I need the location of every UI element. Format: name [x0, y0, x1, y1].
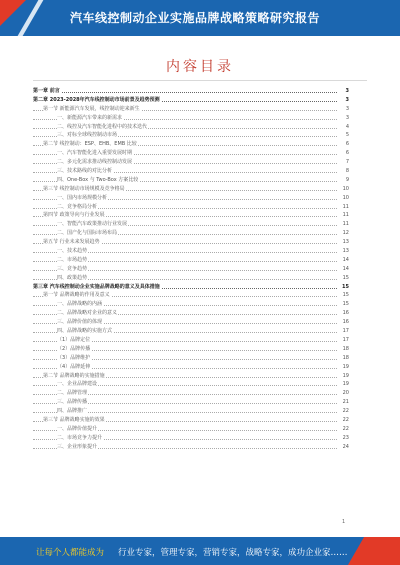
- toc-entry-page: 8: [337, 167, 349, 176]
- toc-entry-page: 11: [337, 211, 349, 220]
- toc-entry[interactable]: [33, 176, 349, 185]
- page-header: [0, 0, 400, 36]
- toc-entry-title: 一、企业品牌建设: [57, 381, 98, 388]
- toc-entry[interactable]: [33, 336, 349, 345]
- footer-slogan: 让每个人都能成为: [36, 548, 105, 558]
- toc-entry-page: 24: [337, 443, 349, 452]
- toc-entry-page: 9: [337, 176, 349, 185]
- toc-entry-title: 第一节 品牌战略的作用及意义: [43, 292, 110, 299]
- toc-entry-page: 19: [337, 372, 349, 381]
- toc-entry-page: 17: [337, 336, 349, 345]
- toc-entry[interactable]: [33, 300, 349, 309]
- toc-entry-page: 22: [337, 416, 349, 425]
- toc-entry-page: 12: [337, 229, 349, 238]
- toc-entry[interactable]: [33, 185, 349, 194]
- toc-entry[interactable]: [33, 114, 349, 123]
- toc-entry-page: 6: [337, 140, 349, 149]
- toc-entry[interactable]: [33, 220, 349, 229]
- toc-entry[interactable]: [33, 443, 349, 452]
- toc-entry[interactable]: [33, 398, 349, 407]
- toc-entry[interactable]: [33, 327, 349, 336]
- toc-entry[interactable]: [33, 87, 349, 96]
- toc-entry-title: 二、线控及汽车智能化进程中的技术迭代: [57, 123, 148, 130]
- toc-entry-page: 10: [337, 185, 349, 194]
- toc-entry-title: 二、多元化需求推动线控制动发展: [57, 159, 133, 166]
- toc-entry-page: 6: [337, 149, 349, 158]
- toc-entry[interactable]: [33, 149, 349, 158]
- toc-entry-page: 14: [337, 256, 349, 265]
- toc-entry-title: 第三节 品牌战略实施的效果: [43, 416, 105, 423]
- report-title: 汽车线控制动企业实施品牌战略策略研究报告: [70, 11, 321, 25]
- toc-entry-page: 23: [337, 434, 349, 443]
- toc-entry[interactable]: [33, 380, 349, 389]
- toc-entry[interactable]: [33, 247, 349, 256]
- toc-entry-title: （1）品牌定位: [57, 336, 91, 343]
- toc-entry[interactable]: [33, 354, 349, 363]
- toc-entry-title: （3）品牌维护: [57, 354, 91, 361]
- toc-entry-page: 18: [337, 354, 349, 363]
- toc-entry-title: 二、竞争格局分析: [57, 203, 98, 210]
- toc-entry-title: 第一章 前言: [33, 88, 60, 94]
- toc-entry[interactable]: [33, 123, 349, 132]
- toc-heading: 内容目录: [166, 59, 234, 75]
- toc-entry[interactable]: [33, 211, 349, 220]
- toc-entry-title: 第四节 政策导向与行业发展: [43, 212, 105, 219]
- toc-entry-title: 第三节 线控制动市场规模及竞争格局: [43, 185, 125, 192]
- toc-entry[interactable]: [33, 363, 349, 372]
- toc-entry-title: 一、技术趋势: [57, 248, 88, 255]
- toc-entry-page: 13: [337, 238, 349, 247]
- toc-entry-title: 三、企业形象提升: [57, 443, 98, 450]
- toc-entry-page: 7: [337, 158, 349, 167]
- toc-entry-title: 四、品牌推广: [57, 408, 88, 415]
- toc-entry-page: 16: [337, 309, 349, 318]
- toc-entry-page: 4: [337, 123, 349, 132]
- toc-entry-page: 17: [337, 327, 349, 336]
- toc-entry-title: 第一节 新能源汽车发展，线控制动迎来新生: [43, 105, 140, 112]
- toc-entry-page: 22: [337, 407, 349, 416]
- toc-entry-title: 三、技术路线的对比分析: [57, 168, 113, 175]
- toc-entry[interactable]: [33, 194, 349, 203]
- toc-entry-title: 三、品牌价值的体现: [57, 319, 103, 326]
- toc-entry[interactable]: [33, 372, 349, 381]
- toc-entry[interactable]: [33, 105, 349, 114]
- toc-entry-title: 四、One-Box 与 Two-Box 方案比较: [57, 176, 139, 183]
- toc-entry-title: 二、品牌管理: [57, 390, 88, 397]
- toc-entry[interactable]: [33, 203, 349, 212]
- toc-entry-page: 19: [337, 380, 349, 389]
- toc-entry-page: 15: [337, 300, 349, 309]
- toc-entry-page: 10: [337, 194, 349, 203]
- toc-entry-title: 三、竞争趋势: [57, 265, 88, 272]
- toc-entry-page: 11: [337, 203, 349, 212]
- header-red-corner: [0, 0, 26, 26]
- toc-entry-page: 20: [337, 389, 349, 398]
- toc-entry-title: 第三章 汽车线控制动企业实施品牌战略的意义及具体措施: [33, 283, 160, 290]
- toc-entry[interactable]: [33, 265, 349, 274]
- toc-entry[interactable]: [33, 256, 349, 265]
- toc-entry[interactable]: [33, 283, 349, 292]
- toc-divider: [33, 80, 367, 81]
- toc-entry-title: 四、品牌战略的实施方式: [57, 328, 113, 335]
- toc-entry[interactable]: [33, 158, 349, 167]
- toc-entry-title: 一、品牌战略的内涵: [57, 301, 103, 308]
- toc-entry-title: 三、品牌传播: [57, 399, 88, 406]
- toc-entry-page: 19: [337, 363, 349, 372]
- toc-leader-dots: [33, 92, 337, 93]
- toc-entry[interactable]: [33, 96, 349, 105]
- toc-entry-title: 四、政策趋势: [57, 274, 88, 281]
- toc-entry-title: 二、国产化与国际市场布局: [57, 230, 118, 237]
- toc-entry-title: 二、市场竞争力提升: [57, 434, 103, 441]
- toc-entry[interactable]: [33, 309, 349, 318]
- toc-entry-title: 一、新能源汽车带来的新需求: [57, 114, 123, 121]
- toc-entry[interactable]: [33, 318, 349, 327]
- toc-entry[interactable]: [33, 345, 349, 354]
- toc-entry-title: 一、汽车智能化进入重要发展时期: [57, 150, 133, 157]
- toc-entry-page: 14: [337, 265, 349, 274]
- page-footer: [0, 537, 400, 565]
- toc-entry[interactable]: [33, 238, 349, 247]
- toc-entry-page: 16: [337, 318, 349, 327]
- toc-entry-page: 3: [337, 87, 349, 96]
- toc-entry-page: 3: [337, 114, 349, 123]
- toc-entry-page: 22: [337, 425, 349, 434]
- toc-entry-page: 3: [337, 105, 349, 114]
- toc-entry-page: 15: [337, 274, 349, 283]
- toc-entry-page: 5: [337, 131, 349, 140]
- toc-entry[interactable]: [33, 167, 349, 176]
- toc-entry[interactable]: [33, 416, 349, 425]
- toc-entry-page: 21: [337, 398, 349, 407]
- toc-entry-title: 二、品牌战略对企业的意义: [57, 310, 118, 317]
- toc-entry-page: 18: [337, 345, 349, 354]
- toc-entry[interactable]: [33, 291, 349, 300]
- toc-entry[interactable]: [33, 425, 349, 434]
- footer-red-wedge: [348, 537, 400, 565]
- toc-entry-title: 二、市场趋势: [57, 256, 88, 263]
- toc-entry-page: 11: [337, 220, 349, 229]
- footer-list: 行业专家，管理专家，营销专家，战略专家，成功企业家……: [118, 548, 348, 558]
- toc-entry[interactable]: [33, 229, 349, 238]
- toc-entry-title: 一、智能汽车政策推动行业发展: [57, 221, 128, 228]
- toc-entry-title: 第五节 行业未来发展趋势: [43, 239, 100, 246]
- toc-entry[interactable]: [33, 274, 349, 283]
- toc-entry-title: 一、国内市场规模分析: [57, 194, 108, 201]
- toc-entry-title: 第二章 2023-2028年汽车线控制动市场前景及趋势预测: [33, 96, 160, 103]
- toc-entry-page: 15: [337, 291, 349, 300]
- page-number: 1: [342, 519, 346, 525]
- toc-entry[interactable]: [33, 140, 349, 149]
- toc-entry-title: 一、品牌价值提升: [57, 425, 98, 432]
- toc-entry-title: 三、对标全球线控制动市场: [57, 132, 118, 139]
- toc-entry-page: 13: [337, 247, 349, 256]
- toc-entry-title: 第二节 品牌战略的实施措施: [43, 372, 105, 379]
- toc-entry-title: 第二节 线控制动：ESP、EHB、EMB 比较: [43, 141, 137, 148]
- toc-entry-title: （2）品牌传播: [57, 345, 91, 352]
- toc-entry[interactable]: [33, 389, 349, 398]
- toc-entry-title: （4）品牌延伸: [57, 363, 91, 370]
- toc-entry-page: 3: [337, 96, 349, 105]
- toc-entry[interactable]: [33, 407, 349, 416]
- toc-entry[interactable]: [33, 434, 349, 443]
- table-of-contents: [33, 87, 349, 452]
- footer-text: [36, 546, 348, 558]
- toc-entry[interactable]: [33, 131, 349, 140]
- toc-entry-page: 15: [337, 283, 349, 292]
